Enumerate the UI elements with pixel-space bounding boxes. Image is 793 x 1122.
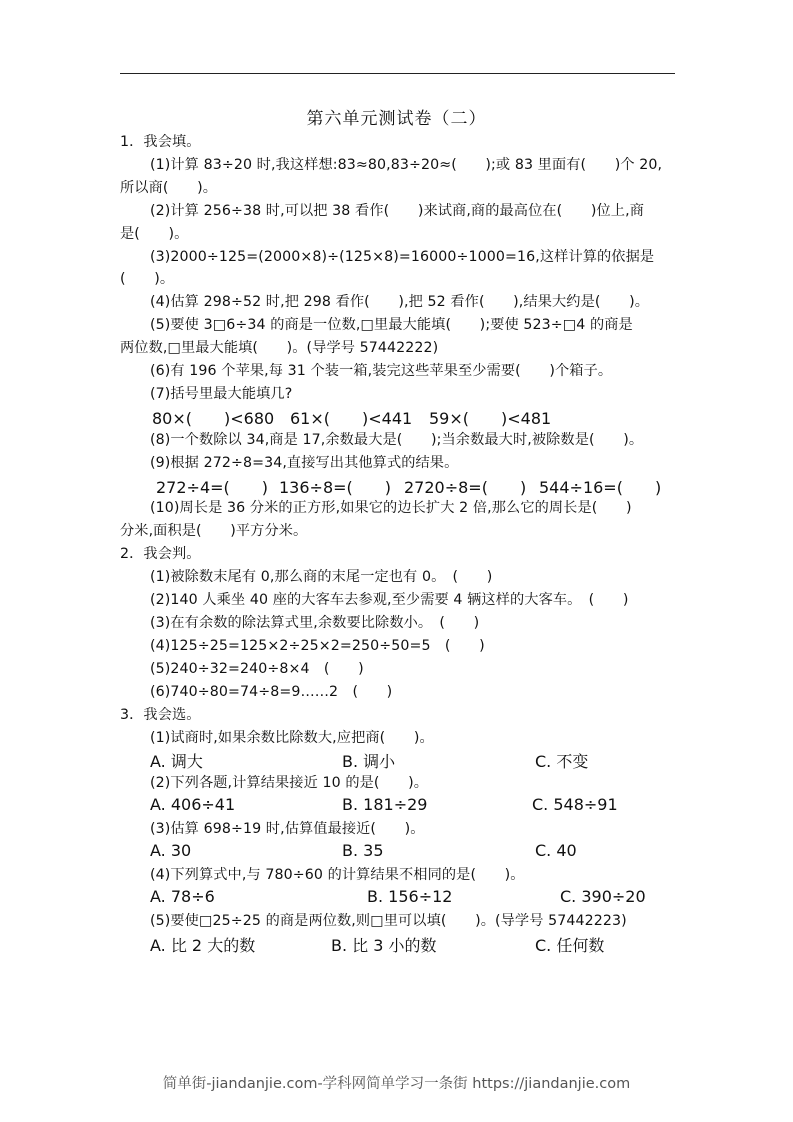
- q9-item: 544÷16=( ): [539, 477, 662, 497]
- section-heading: 2．我会判。: [120, 546, 201, 563]
- option-c: C. 任何数: [535, 935, 605, 955]
- q7-item: 61×( )<441: [290, 408, 413, 428]
- option-c: C. 不变: [535, 752, 589, 772]
- question-line: (3)在有余数的除法算式里,余数要比除数小。 ( ): [150, 615, 480, 631]
- option-a: A. 比 2 大的数: [150, 935, 256, 955]
- options-row: [120, 795, 680, 818]
- footer-watermark: 简单街-jiandanjie.com-学科网简单学习一条街 https://jiandanjie.com: [162, 1076, 631, 1092]
- header-rule: [120, 73, 675, 74]
- question-line: (3)估算 698÷19 时,估算值最接近( )。: [150, 821, 425, 838]
- option-c: C. 390÷20: [560, 886, 646, 906]
- options-row: [120, 887, 680, 910]
- q7-item: 80×( )<680: [152, 408, 275, 428]
- option-b: B. 35: [342, 841, 384, 861]
- q9-item: 272÷4=( ): [156, 477, 269, 497]
- question-line: (8)一个数除以 34,商是 17,余数最大是( );当余数最大时,被除数是( )。: [150, 431, 644, 448]
- option-a: A. 78÷6: [150, 886, 215, 906]
- question-line: 所以商( )。: [120, 179, 217, 196]
- question-line: (9)根据 272÷8=34,直接写出其他算式的结果。: [150, 454, 459, 471]
- q9-item: 136÷8=( ): [279, 477, 392, 497]
- option-c: C. 548÷91: [532, 795, 618, 815]
- options-row: [120, 933, 680, 956]
- section-heading: 3．我会选。: [120, 706, 201, 723]
- question-line: (6)有 196 个苹果,每 31 个装一箱,装完这些苹果至少需要( )个箱子。: [150, 363, 613, 380]
- question-line: (2)下列各题,计算结果接近 10 的是( )。: [150, 775, 429, 792]
- options-row: [120, 749, 680, 772]
- question-line: (2)计算 256÷38 时,可以把 38 看作( )来试商,商的最高位在( )位上,商: [150, 202, 644, 219]
- option-a: A. 30: [150, 841, 192, 861]
- q9-items-row: [120, 475, 680, 498]
- question-line: 两位数,□里最大能填( )。(导学号 57442222): [120, 340, 439, 357]
- question-line: (5)240÷32=240÷8×4 ( ): [150, 660, 364, 677]
- question-line: (10)周长是 36 分米的正方形,如果它的边长扩大 2 倍,那么它的周长是( ): [150, 500, 632, 517]
- option-a: A. 406÷41: [150, 795, 236, 815]
- question-line: (5)要使□25÷25 的商是两位数,则□里可以填( )。(导学号 57442223): [150, 912, 627, 929]
- question-line: (6)740÷80=74÷8=9……2 ( ): [150, 683, 393, 700]
- section-heading: 1．我会填。: [120, 134, 201, 150]
- question-line: ( )。: [120, 271, 175, 288]
- question-line: (3)2000÷125=(2000×8)÷(125×8)=16000÷1000=16,这样计算的依据是: [150, 248, 655, 265]
- q9-item: 2720÷8=( ): [404, 477, 527, 497]
- question-line: (1)试商时,如果余数比除数大,应把商( )。: [150, 729, 434, 746]
- option-b: B. 比 3 小的数: [331, 935, 437, 955]
- options-row: [120, 841, 680, 864]
- question-line: (4)估算 298÷52 时,把 298 看作( ),把 52 看作( ),结果大约是( )。: [150, 294, 649, 311]
- question-line: 是( )。: [120, 225, 189, 242]
- question-line: (2)140 人乘坐 40 座的大客车去参观,至少需要 4 辆这样的大客车。 ( ): [150, 592, 629, 609]
- question-line: (1)被除数末尾有 0,那么商的末尾一定也有 0。 ( ): [150, 569, 493, 586]
- question-line: 分米,面积是( )平方分米。: [120, 523, 308, 540]
- exam-content: [120, 131, 680, 956]
- question-line: (1)计算 83÷20 时,我这样想:83≈80,83÷20≈( );或 83 里面有( )个 20,: [150, 156, 663, 173]
- question-line: (7)括号里最大能填几?: [150, 385, 293, 402]
- option-b: B. 156÷12: [367, 886, 453, 906]
- option-c: C. 40: [535, 841, 577, 861]
- q7-items-row: [120, 406, 680, 429]
- question-line: (4)下列算式中,与 780÷60 的计算结果不相同的是( )。: [150, 866, 525, 883]
- page-title: 第六单元测试卷（二）: [306, 109, 487, 129]
- option-b: B. 调小: [342, 752, 396, 772]
- q7-item: 59×( )<481: [429, 408, 552, 428]
- question-line: (4)125÷25=125×2÷25×2=250÷50=5 ( ): [150, 637, 485, 654]
- question-line: (5)要使 3□6÷34 的商是一位数,□里最大能填( );要使 523÷□4 的商是: [150, 317, 633, 334]
- option-a: A. 调大: [150, 752, 203, 772]
- option-b: B. 181÷29: [342, 795, 428, 815]
